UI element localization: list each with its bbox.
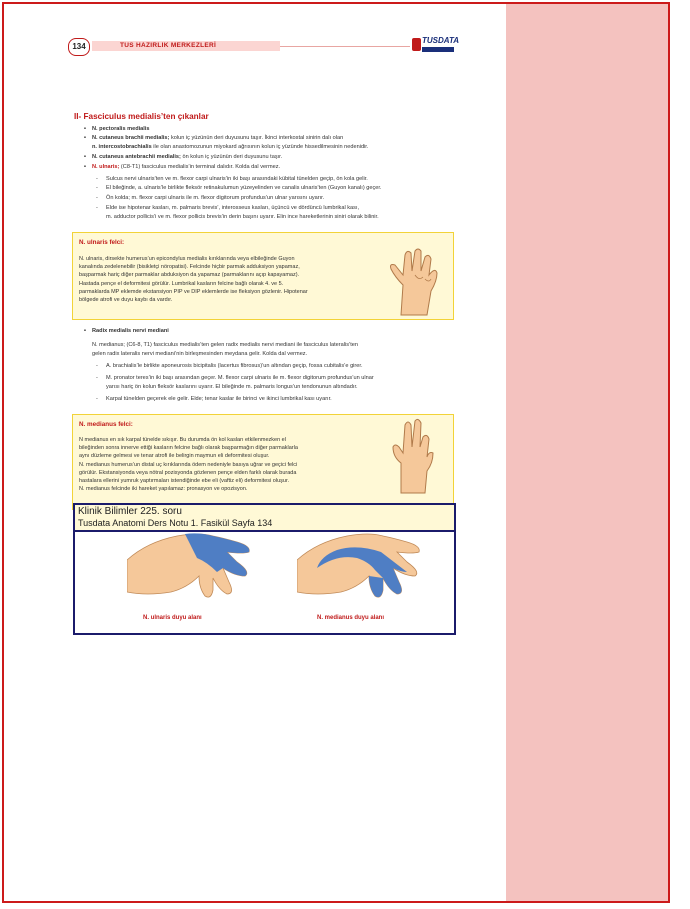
median-palsy-title: N. medianus felci: — [79, 421, 133, 428]
reference-line-2: Tusdata Anatomi Ders Notu 1. Fasikül Sayfa 134 — [78, 518, 273, 528]
ulnar-palsy-body — [79, 255, 375, 304]
bullet-bold: N. cutaneus antebrachii medialis; — [92, 154, 181, 160]
bullet-bold: n. intercostobrachialis — [92, 144, 152, 150]
bullet-bold: N. cutaneus brachii medialis; — [92, 135, 170, 141]
ulnar-dash-continuation: m. adductor pollicis’i ve m. flexor pollicis brevis’in derin başını uyarır. Elin ince hareketlerinin siniri olarak bilinir. — [106, 214, 379, 220]
ulnar-palsy-title: N. ulnaris felci: — [79, 239, 125, 246]
header-divider — [280, 46, 410, 47]
median-sensory-hand-image — [297, 532, 427, 604]
reference-banner — [75, 505, 454, 532]
median-bullet — [92, 327, 169, 336]
bullet-text: ile olan anastomozunun miyokard ağrısının kolun iç yüzünde hissedilmesinin nedenidir. — [151, 144, 369, 150]
bullet-item — [92, 153, 282, 162]
logo-underline — [422, 47, 454, 52]
box-line: başparmak hariç diğer parmaklar abduksiyon da yapamaz (parmaklarını açıp kapayamaz). — [79, 272, 300, 279]
bullet-item — [92, 134, 452, 143]
median-bullet-text: Radix medialis nervi mediani — [92, 328, 169, 334]
benediction-hand-illustration — [387, 417, 439, 495]
ulnar-dash-item: - Elde ise hipotenar kasları, m. palmaris brevis’, interosseus kasları, üçüncü ve dördüncü lumbrikal kası, — [106, 204, 359, 213]
section-title: II- Fasciculus medialis’ten çıkanlar — [74, 112, 209, 121]
box-line: aynı düzleme gelmesi ve tenar atrofi ile belirgin maymun eli deformitesi oluşur. — [79, 453, 270, 460]
median-intro-line: N. medianus; (C6-8, T1) fasciculus medialis’ten gelen radix medialis nervi mediani ile fasciculus lateralis’ten — [92, 342, 359, 348]
median-palsy-box — [72, 414, 454, 510]
median-intro-line: gelen radix lateralis nervi mediani’nin birleşmesinden meydana gelir. Kolda dal vermez. — [92, 351, 308, 357]
bullet-bold: N. ulnaris; — [92, 164, 120, 170]
reference-line-1: Klinik Bilimler 225. soru — [78, 506, 182, 517]
box-line: N medianus en sık karpal tünelde sıkışır. Bu durumda ön kol kasları etkilenmezken el — [79, 437, 286, 443]
bullet-item — [92, 125, 150, 134]
box-line: N. medianus felcinde iki hareket yapılamaz: pronasyon ve opozisyon. — [79, 486, 248, 493]
ulnar-sensory-hand-image — [127, 532, 257, 604]
bullet-text: (C8-T1) fasciculus medialis’in terminal dalıdır. Kolda dal vermez. — [119, 164, 281, 170]
page-number: 134 — [68, 38, 90, 56]
median-dash-continuation: yarısı hariç ön kolun fleksör kaslarını uyarır. El bileğinde m. palmaris longus’un tendonunun altındadır. — [106, 384, 358, 390]
median-dash-item: - Karpal tünelden geçerek ele gelir. Elde; tenar kaslar ile birinci ve ikinci lumbrikal kası uyarır. — [106, 395, 332, 404]
median-dash-item: - M. pronator teres’in iki başı arasından geçer. M. flexor carpi ulnaris ile m. flexor digitorum profundus’un ulnar — [106, 374, 374, 383]
median-dash-item: - A. brachialis’le birlikte aponeurosis bicipitalis (lacertus fibrosus)’un altından geçip, fossa cubitalis’e girer. — [106, 362, 363, 371]
ulnar-dash-item: - Ön kolda; m. flexor carpi ulnaris ile m. flexor digitorum profundus’un ulnar yarısını uyarır. — [106, 194, 324, 203]
bullet-bold: N. pectoralis medialis — [92, 126, 150, 132]
side-margin-bar — [506, 4, 668, 901]
ulnar-dash-item: - El bileğinde, a. ulnaris’le birlikte fleksör retinakulumun yüzeyelinden ve canalis ulnaris’ten (Guyon kanalı) geçer. — [106, 184, 381, 193]
box-line: N. medianus humerus’un distal uç kırıklarında ödem nedeniyle basıya uğrar ve geçici felci — [79, 461, 298, 468]
bullet-text: kolun iç yüzünün deri duyusunu taşır. İkinci interkostal sinirin dalı olan — [169, 135, 344, 141]
claw-hand-illustration — [381, 241, 447, 317]
box-line: parmaklarda MP eklemde ekstansiyon PIP ve DIP eklemlerde ise fleksiyon gözlenir. Hipotenar — [79, 288, 308, 295]
bullet-item — [92, 163, 280, 172]
median-caption: N. medianus duyu alanı — [317, 615, 385, 621]
box-line: Hastada pençe el deformitesi görülür. Lumbrikal kasların felcine bağlı olarak 4. ve 5. — [79, 280, 284, 287]
logo-text: TUSDATA — [422, 36, 460, 45]
box-line: N. ulnaris, dirsekte humerus’un epicondylus medialis kırıklarında veya elbileğinde Guyon — [79, 256, 295, 262]
logo-icon — [412, 38, 421, 51]
bullet-continuation — [92, 143, 452, 152]
header-title: TUS HAZIRLIK MERKEZLERİ — [120, 42, 217, 49]
box-line: kanalında zedelenebilir (bisikletçi nöropatisi). Felcinde hiçbir parmak adduksiyon yapamaz, — [79, 264, 300, 271]
median-palsy-body — [79, 436, 375, 493]
tusdata-logo — [412, 36, 460, 56]
box-line: görülür. Ekstansiyonda veya nötral pozisyonda gözlenen pençe elden farklı olarak burada — [79, 469, 297, 476]
ulnar-caption: N. ulnaris duyu alanı — [143, 615, 202, 621]
page-header — [68, 36, 460, 56]
ulnar-dash-item: - Sulcus nervi ulnaris’ten ve m. flexor carpi ulnaris’in iki başı arasındaki kübital tünelden geçip, ön kola gelir. — [106, 175, 368, 184]
question-reference-panel — [73, 503, 456, 635]
bullet-text: ön kolun iç yüzünün deri duyusunu taşır. — [180, 154, 283, 160]
box-line: bileğinden sonra innerve ettiği kasların felcine bağlı olarak başparmağın diğer parmaklarla — [79, 445, 298, 452]
ulnar-palsy-box — [72, 232, 454, 320]
box-line: bölgede atrofi ve duyu kaybı da vardır. — [79, 297, 173, 304]
box-line: hastalara ellerini yumruk yaptırmaları istendiğinde ebe eli (vaftiz eli) deformitesi oluşur. — [79, 478, 290, 485]
